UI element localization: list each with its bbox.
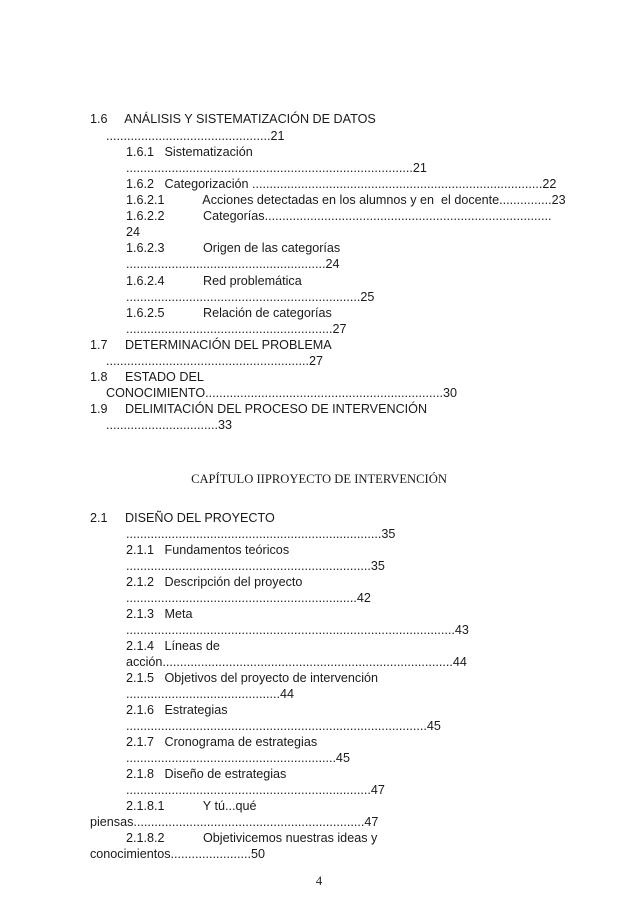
toc-leader-2-1-8-2: conocimientos.......................50 [90,847,265,861]
toc-entry-2-1-4: 2.1.4 Líneas de [126,639,220,653]
toc-leader-2-1-8-1: piensas..................................................................47 [90,815,379,829]
toc-leader-1-6-2-4: ...................................................................25 [126,290,375,304]
toc-entry-2-1-1: 2.1.1 Fundamentos teóricos [126,543,290,557]
toc-entry-2-1-6: 2.1.6 Estrategias [126,703,228,717]
toc-leader-2-1-3: ..............................................................................................43 [126,623,469,637]
toc-leader-2-1-8: ......................................................................47 [126,783,385,797]
toc-entry-1-6: 1.6 ANÁLISIS Y SISTEMATIZACIÓN DE DATOS [90,112,376,126]
toc-leader-2-1-6: ......................................................................................45 [126,719,441,733]
toc-leader-1-9: ................................33 [106,418,232,432]
toc-entry-2-1-8-1: 2.1.8.1 Y tú...qué [126,799,257,813]
toc-entry-1-9: 1.9 DELIMITACIÓN DEL PROCESO DE INTERVENCIÓN [90,402,428,416]
toc-leader-2-1-7: ............................................................45 [126,751,350,765]
toc-leader-2-1-5: ............................................44 [126,687,294,701]
toc-entry-2-1-3: 2.1.3 Meta [126,607,193,621]
toc-leader-1-6-2-5: ...........................................................27 [126,322,347,336]
toc-entry-1-6-2-1: 1.6.2.1 Acciones detectadas en los alumnos y en el docente...............23 [126,193,566,207]
toc-entry-1-6-1: 1.6.1 Sistematización [126,145,253,159]
toc-leader-1-6: ...............................................21 [106,129,285,143]
toc-entry-1-6-2-5: 1.6.2.5 Relación de categorías [126,306,332,320]
toc-leader-2-1-4: acción...................................................................................44 [126,655,467,669]
toc-leader-1-8: CONOCIMIENTO....................................................................30 [106,386,458,400]
toc-leader-1-6-2-3: .........................................................24 [126,257,340,271]
toc-entry-2-1-2: 2.1.2 Descripción del proyecto [126,575,303,589]
chapter-heading: CAPÍTULO IIPROYECTO DE INTERVENCIÓN [191,472,447,486]
toc-leader-2-1: .........................................................................35 [126,527,396,541]
toc-entry-1-6-2: 1.6.2 Categorización ...................................................................................22 [126,177,557,191]
toc-entry-1-6-2-2: 1.6.2.2 Categorías.................................................................................. [126,209,552,223]
toc-entry-1-8: 1.8 ESTADO DEL [90,370,204,384]
toc-entry-1-7: 1.7 DETERMINACIÓN DEL PROBLEMA [90,338,332,352]
toc-leader-2-1-1: ......................................................................35 [126,559,385,573]
toc-entry-2-1-8-2: 2.1.8.2 Objetivicemos nuestras ideas y [126,831,378,845]
toc-entry-2-1-5: 2.1.5 Objetivos del proyecto de intervención [126,671,379,685]
toc-entry-2-1: 2.1 DISEÑO DEL PROYECTO [90,511,275,525]
toc-entry-1-6-2-4: 1.6.2.4 Red problemática [126,274,302,288]
toc-entry-2-1-7: 2.1.7 Cronograma de estrategias [126,735,318,749]
toc-leader-1-6-1: ..................................................................................21 [126,161,427,175]
toc-entry-1-6-2-3: 1.6.2.3 Origen de las categorías [126,241,341,255]
toc-leader-2-1-2: ..................................................................42 [126,591,371,605]
toc-entry-2-1-8: 2.1.8 Diseño de estrategias [126,767,287,781]
page-number: 4 [315,874,323,888]
toc-leader-1-7: ..........................................................27 [106,354,323,368]
toc-pagenum-1-6-2-2: 24 [126,225,141,239]
